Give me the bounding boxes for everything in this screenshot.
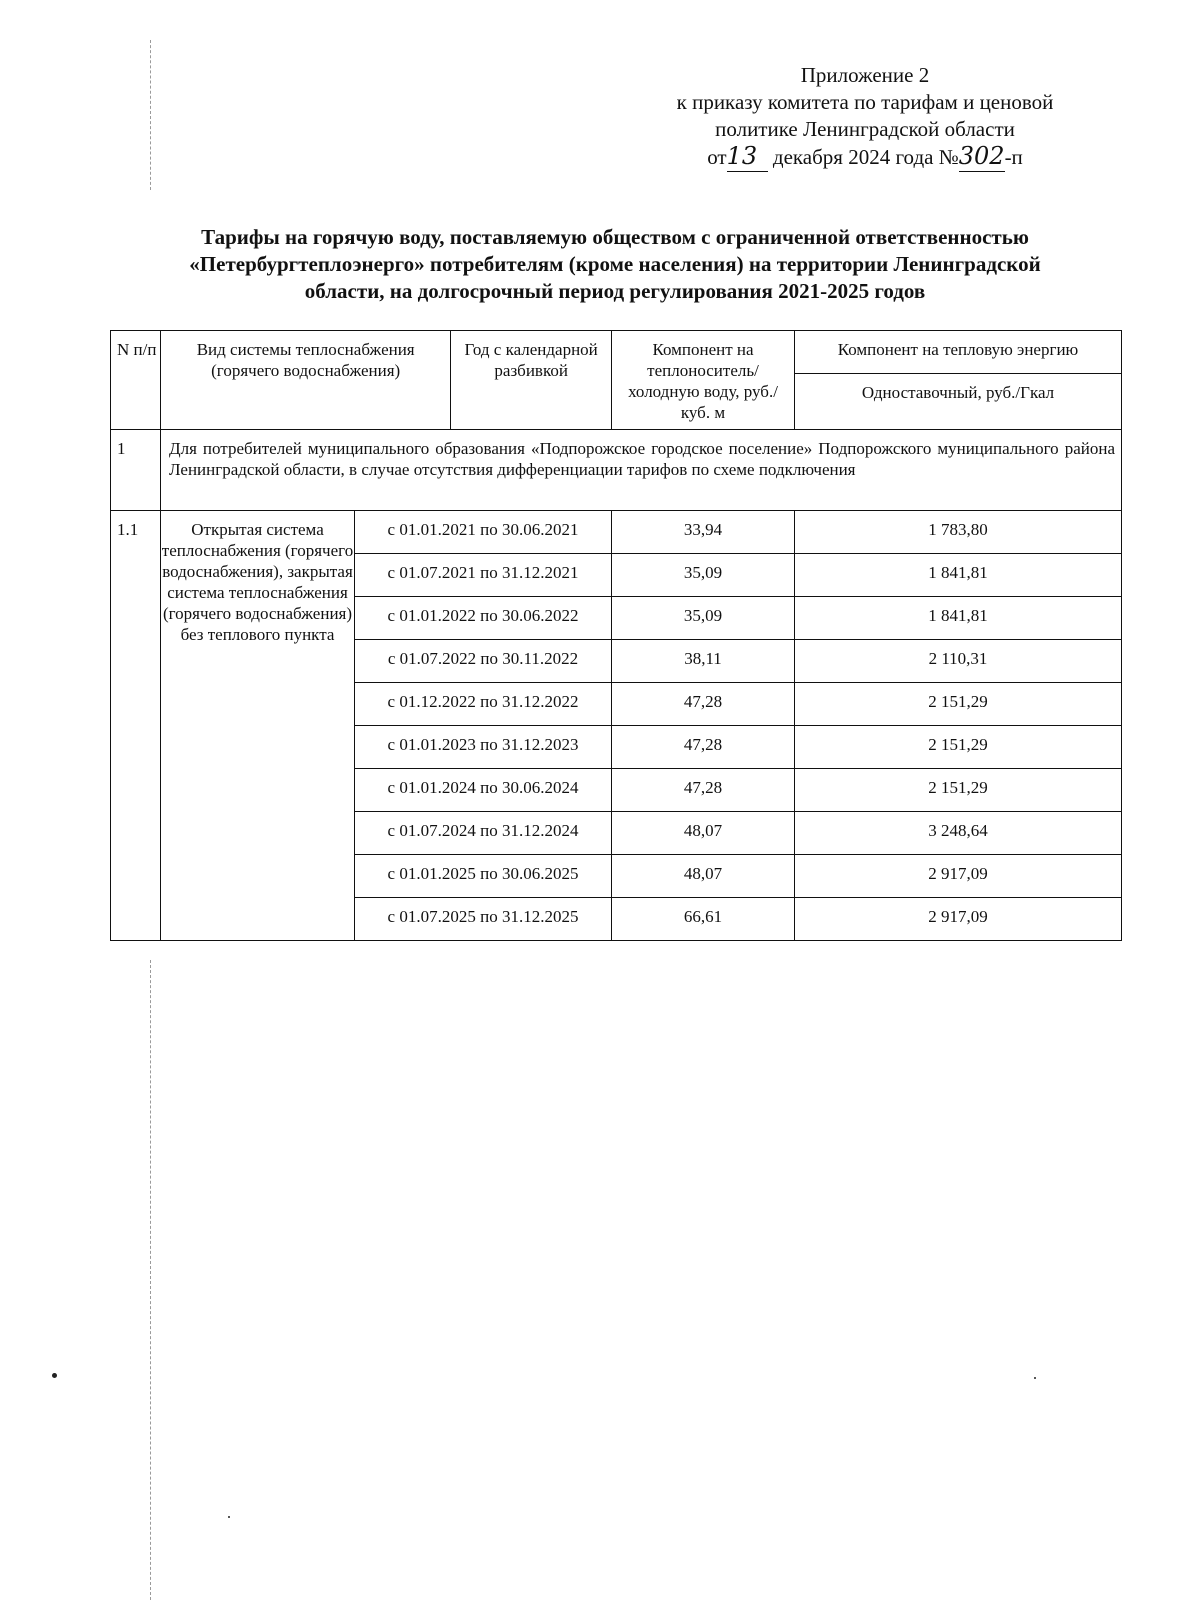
period-cell: с 01.07.2021 по 31.12.2021 — [355, 554, 612, 597]
coolant-value: 48,07 — [612, 812, 795, 855]
coolant-value: 33,94 — [612, 511, 795, 554]
order-mid: декабря 2024 года № — [772, 145, 959, 169]
title-line: «Петербургтеплоэнерго» потребителям (кроме населения) на территории Ленинградской — [189, 252, 1041, 276]
period-cell: с 01.01.2025 по 30.06.2025 — [355, 855, 612, 898]
heat-value: 1 841,81 — [795, 597, 1122, 640]
header-system-cell — [161, 331, 612, 430]
title-line: Тарифы на горячую воду, поставляемую обществом с ограниченной ответственностью — [201, 225, 1029, 249]
header-system: Вид системы теплоснабжения (горячего водоснабжения) — [196, 340, 415, 380]
heat-value: 2 917,09 — [795, 855, 1122, 898]
header-year: Год с календарной разбивкой — [450, 331, 611, 429]
heat-value: 1 783,80 — [795, 511, 1122, 554]
header-coolant: Компонент на теплоноситель/холодную воду, руб./куб. м — [612, 331, 795, 430]
period-cell: с 01.07.2025 по 31.12.2025 — [355, 898, 612, 941]
appendix-order-line — [620, 143, 1110, 172]
heat-value: 2 917,09 — [795, 898, 1122, 941]
coolant-value: 35,09 — [612, 554, 795, 597]
coolant-value: 66,61 — [612, 898, 795, 941]
heat-value: 3 248,64 — [795, 812, 1122, 855]
handwritten-day: 13 — [726, 142, 758, 170]
section-text: Для потребителей муниципального образования «Подпорожское городское поселение» Подпорожского муниципального района Ленинградской области, в случае отсутствия дифференциации тарифов по схеме подключения — [161, 430, 1122, 511]
scan-margin-line — [150, 960, 151, 1600]
title-line: области, на долгосрочный период регулирования 2021-2025 годов — [304, 279, 926, 303]
scan-speck — [52, 1373, 57, 1378]
header-num: N п/п — [111, 331, 161, 430]
tariff-table — [110, 330, 1122, 941]
scan-speck — [228, 1516, 230, 1518]
coolant-value: 48,07 — [612, 855, 795, 898]
subsection-system: Открытая система теплоснабжения (горячего водоснабжения), закрытая система теплоснабжения (горячего водоснабжения) без теплового пункта — [161, 511, 355, 941]
period-cell: с 01.01.2022 по 30.06.2022 — [355, 597, 612, 640]
handwritten-number: 302 — [958, 142, 1005, 170]
coolant-value: 47,28 — [612, 769, 795, 812]
order-suffix: -п — [1004, 145, 1023, 169]
appendix-header — [620, 62, 1110, 172]
scan-speck — [1034, 1377, 1036, 1379]
table-header-row — [111, 331, 1122, 374]
appendix-line: к приказу комитета по тарифам и ценовой — [676, 90, 1054, 114]
heat-value: 2 151,29 — [795, 683, 1122, 726]
period-cell: с 01.01.2024 по 30.06.2024 — [355, 769, 612, 812]
heat-value: 2 151,29 — [795, 726, 1122, 769]
period-cell: с 01.12.2022 по 31.12.2022 — [355, 683, 612, 726]
period-cell: с 01.07.2024 по 31.12.2024 — [355, 812, 612, 855]
table-row — [111, 511, 1122, 554]
header-heat: Компонент на тепловую энергию — [795, 331, 1122, 374]
scan-margin-line — [150, 40, 151, 190]
heat-value: 2 110,31 — [795, 640, 1122, 683]
subsection-num: 1.1 — [111, 511, 161, 941]
header-heat-sub: Одноставочный, руб./Гкал — [795, 374, 1122, 430]
heat-value: 1 841,81 — [795, 554, 1122, 597]
section-num: 1 — [111, 430, 161, 511]
table-body — [111, 511, 1122, 941]
coolant-value: 35,09 — [612, 597, 795, 640]
appendix-line: политике Ленинградской области — [715, 117, 1015, 141]
document-title — [110, 224, 1120, 305]
coolant-value: 47,28 — [612, 683, 795, 726]
period-cell: с 01.01.2023 по 31.12.2023 — [355, 726, 612, 769]
order-prefix: от — [707, 145, 727, 169]
coolant-value: 47,28 — [612, 726, 795, 769]
section-row — [111, 430, 1122, 511]
appendix-line: Приложение 2 — [800, 63, 930, 87]
heat-value: 2 151,29 — [795, 769, 1122, 812]
period-cell: с 01.07.2022 по 30.11.2022 — [355, 640, 612, 683]
period-cell: с 01.01.2021 по 30.06.2021 — [355, 511, 612, 554]
coolant-value: 38,11 — [612, 640, 795, 683]
